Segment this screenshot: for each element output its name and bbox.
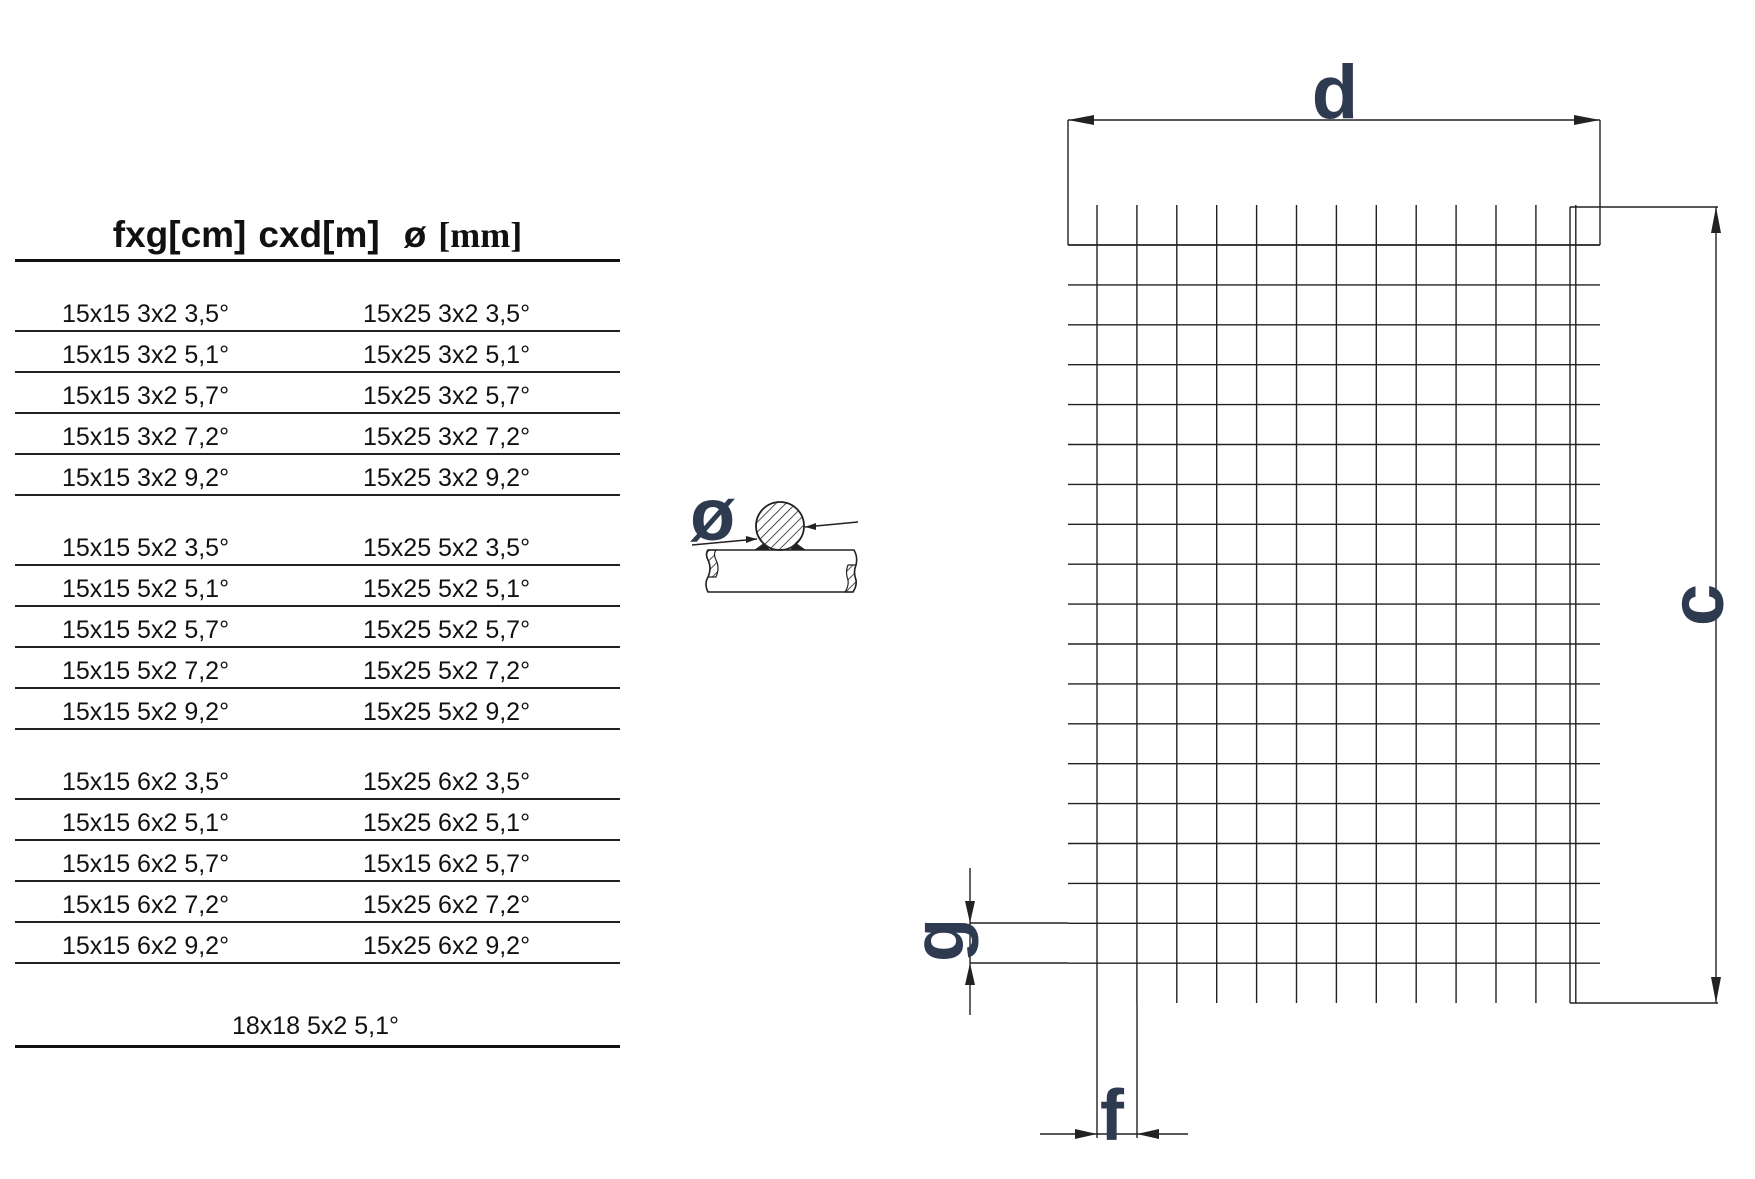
cell-col1: 15x15 5x2 3,5°: [62, 534, 230, 562]
cell-col2: 15x25 3x2 9,2°: [363, 464, 531, 492]
cell-col2: 15x15 6x2 5,7°: [363, 850, 531, 878]
arrow-head: [1711, 977, 1721, 1003]
cell-col2: 15x25 5x2 7,2°: [363, 657, 531, 685]
arrow-head: [1574, 115, 1600, 125]
cell-col1: 15x15 3x2 7,2°: [62, 423, 230, 451]
cell-col2: 15x25 6x2 5,1°: [363, 809, 531, 837]
arrow-head: [1137, 1129, 1159, 1139]
cell-col1: 15x15 5x2 5,1°: [62, 575, 230, 603]
dimension-label-d: d: [1311, 50, 1359, 135]
cell-col1: 15x15 3x2 5,7°: [62, 382, 230, 410]
cell-col2: 15x25 6x2 3,5°: [363, 768, 531, 796]
cell-col1: 15x15 3x2 3,5°: [62, 300, 230, 328]
cell-col2: 15x25 3x2 7,2°: [363, 423, 531, 451]
cell-col1: 15x15 6x2 3,5°: [62, 768, 230, 796]
extra-row-label: 18x18 5x2 5,1°: [231, 1012, 400, 1040]
cell-col2: 15x25 3x2 3,5°: [363, 300, 531, 328]
arrow-head: [965, 963, 975, 985]
dimension-lines: [965, 115, 1721, 1139]
cell-col1: 15x15 3x2 5,1°: [62, 341, 230, 369]
cell-col1: 15x15 6x2 7,2°: [62, 891, 230, 919]
arrow-head: [1068, 115, 1094, 125]
dimension-label-g: g: [899, 918, 979, 962]
cell-col2: 15x25 6x2 9,2°: [363, 932, 531, 960]
header-diameter-symbol: ø: [403, 214, 427, 255]
cell-col1: 15x15 6x2 5,1°: [62, 809, 230, 837]
cell-col2: 15x25 5x2 3,5°: [363, 534, 531, 562]
cell-col2: 15x25 3x2 5,1°: [363, 341, 531, 369]
cell-col1: 15x15 3x2 9,2°: [62, 464, 230, 492]
cell-col2: 15x25 5x2 5,1°: [363, 575, 531, 603]
dimension-label-f: f: [1100, 1076, 1124, 1156]
cell-col1: 15x15 5x2 9,2°: [62, 698, 230, 726]
cell-col1: 15x15 6x2 5,7°: [62, 850, 230, 878]
cell-col1: 15x15 5x2 7,2°: [62, 657, 230, 685]
header-cxd: cxd[m]: [258, 214, 380, 255]
cell-col2: 15x25 5x2 9,2°: [363, 698, 531, 726]
mesh-grid: [1068, 205, 1600, 1003]
cell-col1: 15x15 5x2 5,7°: [62, 616, 230, 644]
arrow-head: [1075, 1129, 1097, 1139]
cell-col1: 15x15 6x2 9,2°: [62, 932, 230, 960]
cell-col2: 15x25 6x2 7,2°: [363, 891, 531, 919]
header-unit: [mm]: [438, 215, 523, 255]
diameter-label: ø: [690, 473, 736, 556]
cell-col2: 15x25 5x2 5,7°: [363, 616, 531, 644]
arrow-head: [1711, 207, 1721, 233]
header-fxg: fxg[cm]: [112, 214, 247, 255]
cell-col2: 15x25 3x2 5,7°: [363, 382, 531, 410]
dimension-label-c: c: [1655, 583, 1740, 627]
